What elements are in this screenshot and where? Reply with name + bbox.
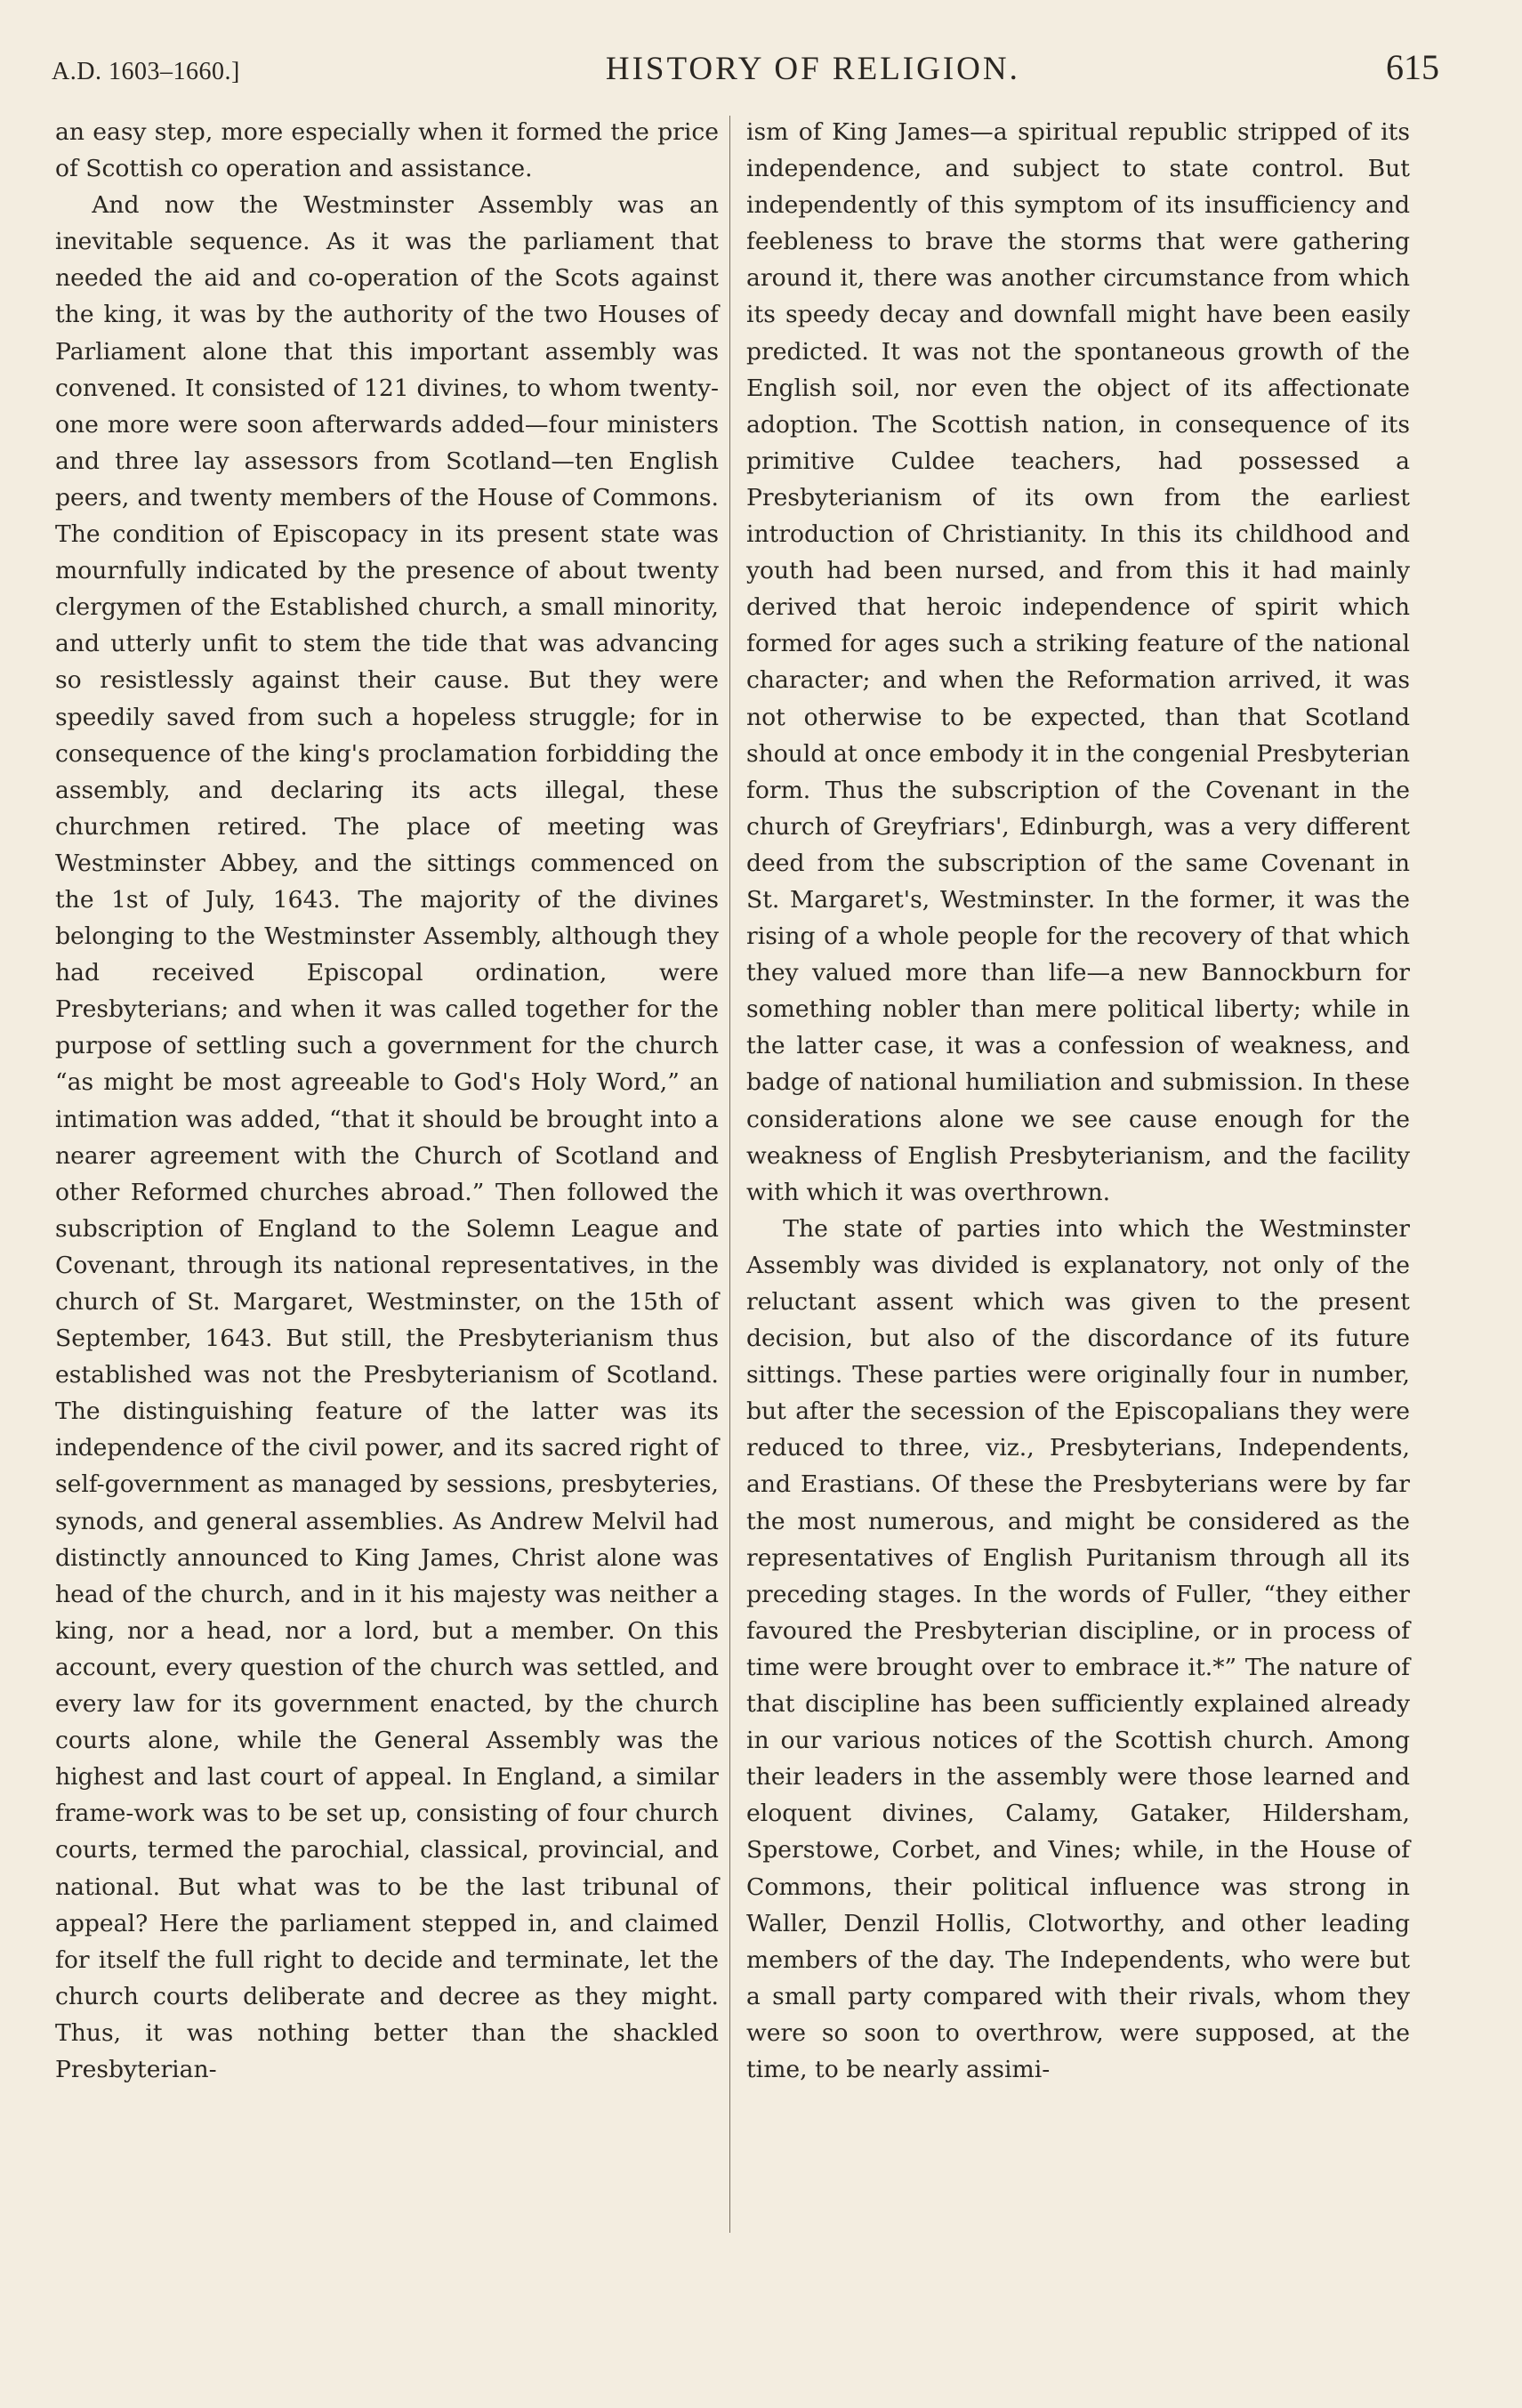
left-column: [55, 114, 719, 2088]
column-divider: [729, 116, 730, 2233]
date-range: A.D. 1603–1660.]: [52, 58, 240, 85]
paragraph: The state of parties into which the Westminster Assembly was divided is explanatory, not only of the reluctant assent which was given to the present decision, but also of the discordance of its future sittings. These parties were originally four in number, but after the secession of the Episcopalians they were reduced to three, viz., Presbyterians, Independents, and Erastians. Of these the Presbyterians were by far the most numerous, and might be considered as the representatives of English Puritanism through all its preceding stages. In the words of Fuller, “they either favoured the Presbyterian discipline, or in process of time were brought over to embrace it.*” The nature of that discipline has been sufficiently explained already in our various notices of the Scottish church. Among their leaders in the assembly were those learned and eloquent divines, Calamy, Gataker, Hildersham, Sperstowe, Corbet, and Vines; while, in the House of Commons, their political influence was strong in Waller, Denzil Hollis, Clotworthy, and other leading members of the day. The Independents, who were but a small party compared with their rivals, whom they were so soon to overthrow, were supposed, at the time, to be nearly assimi-: [746, 1214, 1410, 2083]
paragraph: And now the Westminster Assembly was an inevitable sequence. As it was the parliament that needed the aid and co-operation of the Scots against the king, it was by the authority of the two Houses of Parliament alone that this important assembly was convened. It consisted of 121 divines, to whom twenty-one more were soon afterwards added—four ministers and three lay assessors from Scotland—ten English peers, and twenty members of the House of Commons. The condition of Episcopacy in its present state was mournfully indicated by the presence of about twenty clergymen of the Established church, a small minority, and utterly unfit to stem the tide that was advancing so resistlessly against their cause. But they were speedily saved from such a hopeless struggle; for in consequence of the king's proclamation forbidding the assembly, and declaring its acts illegal, these churchmen retired. The place of meeting was Westminster Abbey, and the sittings commenced on the 1st of July, 1643. The majority of the divines belonging to the Westminster Assembly, although they had received Episcopal ordination, were Presbyterians; and when it was called together for the purpose of settling such a government for the church “as might be most agreeable to God's Holy Word,” an intimation was added, “that it should be brought into a nearer agreement with the Church of Scotland and other Reformed churches abroad.” Then followed the subscription of England to the Solemn League and Covenant, through its national representatives, in the church of St. Margaret, Westminster, on the 15th of September, 1643. But still, the Presbyterianism thus established was not the Presbyterianism of Scotland. The distinguishing feature of the latter was its independence of the civil power, and its sacred right of self-government as managed by sessions, presbyteries, synods, and general assemblies. As Andrew Melvil had distinctly announced to King James, Christ alone was head of the church, and in it his majesty was neither a king, nor a head, nor a lord, but a member. On this account, every question of the church was settled, and every law for its government enacted, by the church courts alone, while the General Assembly was the highest and last court of appeal. In England, a similar frame-work was to be set up, consisting of four church courts, termed the parochial, classical, provincial, and national. But what was to be the last tribunal of appeal? Here the parliament stepped in, and claimed for itself the full right to decide and terminate, let the church courts deliberate and decree as they might. Thus, it was nothing better than the shackled Presbyterian-: [55, 191, 719, 2083]
paragraph: an easy step, more especially when it formed the price of Scottish co operation and assistance.: [55, 118, 719, 183]
running-title: HISTORY OF RELIGION.: [605, 51, 1020, 87]
page-number: 615: [1385, 47, 1439, 87]
right-column: [746, 114, 1410, 2088]
paragraph: ism of King James—a spiritual republic stripped of its independence, and subject to state control. But independently of this symptom of its insufficiency and feebleness to brave the storms that were gathering around it, there was another circumstance from which its speedy decay and downfall might have been easily predicted. It was not the spontaneous growth of the English soil, nor even the object of its affectionate adoption. The Scottish nation, in consequence of its primitive Culdee teachers, had possessed a Presbyterianism of its own from the earliest introduction of Christianity. In this its childhood and youth had been nursed, and from this it had mainly derived that heroic independence of spirit which formed for ages such a striking feature of the national character; and when the Reformation arrived, it was not otherwise to be expected, than that Scotland should at once embody it in the congenial Presbyterian form. Thus the subscription of the Covenant in the church of Greyfriars', Edinburgh, was a very different deed from the subscription of the same Covenant in St. Margaret's, Westminster. In the former, it was the rising of a whole people for the recovery of that which they valued more than life—a new Bannockburn for something nobler than mere political liberty; while in the latter case, it was a confession of weakness, and badge of national humiliation and submission. In these considerations alone we see cause enough for the weakness of English Presbyterianism, and the facility with which it was overthrown.: [746, 118, 1410, 1206]
running-header: [52, 46, 1439, 91]
